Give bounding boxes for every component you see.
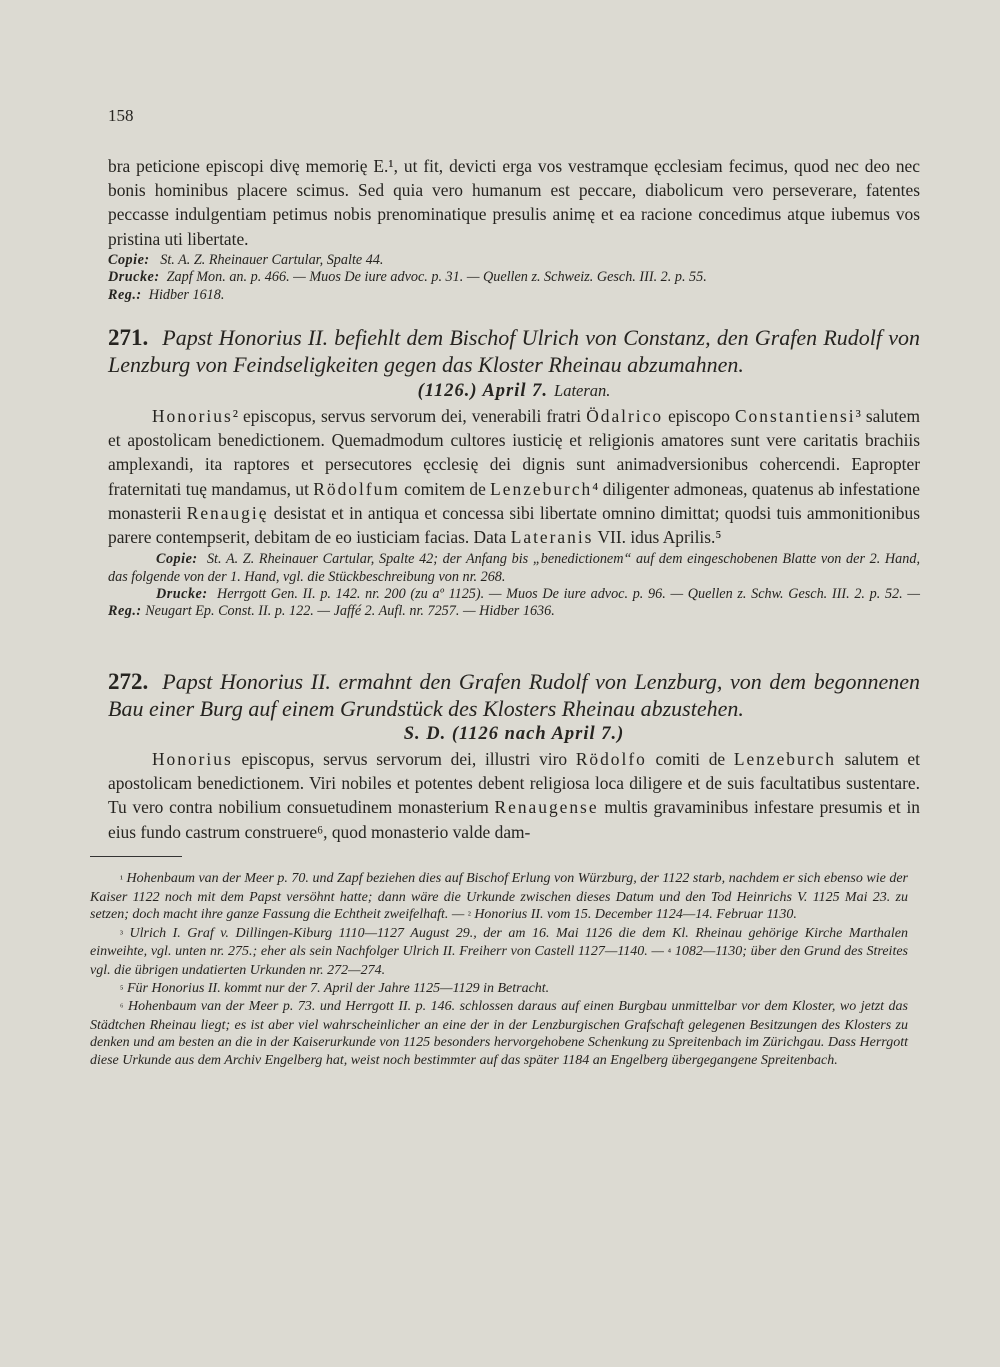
copie-line: Copie: St. A. Z. Rheinauer Cartular, Spalte 42; der Anfang bis „benedictionem“ auf dem eingeschobenen Blatte von der 2. Hand, das folgende von der 1. Hand, vgl. die Stückbeschreibung von nr. 268. [108,551,920,585]
footnote-3-4: ³ Ulrich I. Graf v. Dillingen-Kiburg 1110—1127 August 29., der am 16. Mai 1126 die dem Kl. Rheinau gehörige Kirche Marthalen einweihte, vgl. unten nr. 275.; eher als sein Nachfolger Ulrich II. Freiherr von Castell 1127—1140. — ⁴ 1082—1130; über den Grund des Streites vgl. die übrigen undatierten Urkunden nr. 272—274. [90,925,909,978]
footnote-1-2: ¹ Hohenbaum van der Meer p. 70. und Zapf beziehen dies auf Bischof Erlung von Würzburg, der 1122 starb, nachdem er sich ebenso wie der Kaiser 1122 noch mit dem Papst versöhnt hatte; dann wäre die Urkunde zwischen dieses Datum und den Tod Heinrichs V. 1125 Mai 23. zu setzen; doch macht ihre ganze Fassung die Echtheit zweifelhaft. — ² Honorius II. vom 15. December 1124—14. Februar 1130. [90,871,908,923]
drucke-line: Drucke: Herrgott Gen. II. p. 142. nr. 200 (zu aº 1125). — Muos De iure advoc. p. 96. — Quellen z. Schw. Gesch. III. 2. p. 52. — Reg.: Neugart Ep. Const. II. p. 122. — Jaffé 2. Aufl. nr. 7257. — Hidber 1636. [108,586,920,620]
footnote-5: ⁵ Für Honorius II. kommt nur der 7. April der Jahre 1125—1129 in Betracht. [120,980,550,996]
previous-document-ending [108,154,920,304]
previous-sources [108,252,920,304]
footnote-separator [90,856,182,857]
page-number: 158 [108,106,134,125]
footnotes [90,870,908,1070]
document-272-date: S. D. (1126 nach April 7.) [403,724,625,744]
document-271-text: Honorius² episcopus, servus servorum dei, venerabili fratri Ödalrico episcopo Constantiensi³ salutem et apostolicam benedictionem. Quemadmodum cultores iusticię et religionis amatores sunt vere caritatis brachiis amplexandi, ita raptores et persecutores ęcclesię dei dignis sunt animadversionibus cohercendi. Eapropter fraternitati tuę mandamus, ut Rödolfum comitem de Lenzeburch⁴ diligenter admoneas, quatenus ab infestatione monasterii Renaugię desistat et in antiqua et concessa sibi libertate omnino dimittat; quodsi tuis ammonitionibus parere contempserit, debitam de eo iusticiam facias. Data Lateranis VII. idus Aprilis.⁵ [108,406,920,548]
document-272-text: Honorius episcopus, servus servorum dei, illustri viro Rödolfo comiti de Lenzeburch salutem et apostolicam benedictionem. Viri nobiles et potentes debent religiosa loca diligere et de suis facultatibus sustentare. Tu vero contra nobilium consuetudinem monasterium Renaugense multis gravaminibus infestare presumis et in eius fundo castrum construere⁶, quod monasterio valde dam- [108,749,920,842]
document-271-heading: 271. Papst Honorius II. befiehlt dem Bischof Ulrich von Constanz, den Grafen Rudolf von Lenzburg von Feindseligkeiten gegen das Kloster Rheinau abzumahnen. [108,325,920,377]
reg-line: Reg.: Hidber 1618. [108,286,225,303]
document-272-heading: 272. Papst Honorius II. ermahnt den Grafen Rudolf von Lenzburg, von dem begonnenen Bau einer Burg auf einem Grundstück des Klosters Rheinau abzustehen. [108,669,920,721]
document-271-date: (1126.) April 7. Lateran. [417,381,611,401]
document-271 [108,324,920,621]
drucke-line: Drucke: Zapf Mon. an. p. 466. — Muos De iure advoc. p. 31. — Quellen z. Schweiz. Gesch. III. 2. p. 55. [108,269,707,286]
carryover-paragraph: bra peticione episcopi divę memorię E.¹, ut fit, devicti erga vos vestramque ęcclesiam fecimus, quod nec deo nec bonis hominibus placere scimus. Sed quia vero humanum est peccare, diabolicum vero perseverare, fatentes peccasse indulgentiam petimus nobis prenominatique presulis animę et ea racione concedimus atque iubemus vos pristina uti libertate. [108,156,920,249]
document-271-sources [108,551,920,621]
document-272 [108,668,920,844]
footnote-6: ⁶ Hohenbaum van der Meer p. 73. und Herrgott II. p. 146. schlossen daraus auf einen Burgbau unmittelbar vor dem Kloster, wo jetzt das Städtchen Rheinau liegt; es ist aber viel wahrscheinlicher an eine der in der Lenzburgischen Grafschaft gelegenen Besitzungen des Klosters zu denken und am besten an die in der Kaiserurkunde von 1125 besonders hervorgehobene Schenkung zu Spreitenbach im Zürichgau. Dass Herrgott diese Urkunde aus dem Archiv Engelberg hat, weist noch bestimmter auf das später 1184 an Engelberg übergegangene Spreitenbach. [90,999,908,1068]
copie-line: Copie: St. A. Z. Rheinauer Cartular, Spalte 44. [108,251,384,268]
